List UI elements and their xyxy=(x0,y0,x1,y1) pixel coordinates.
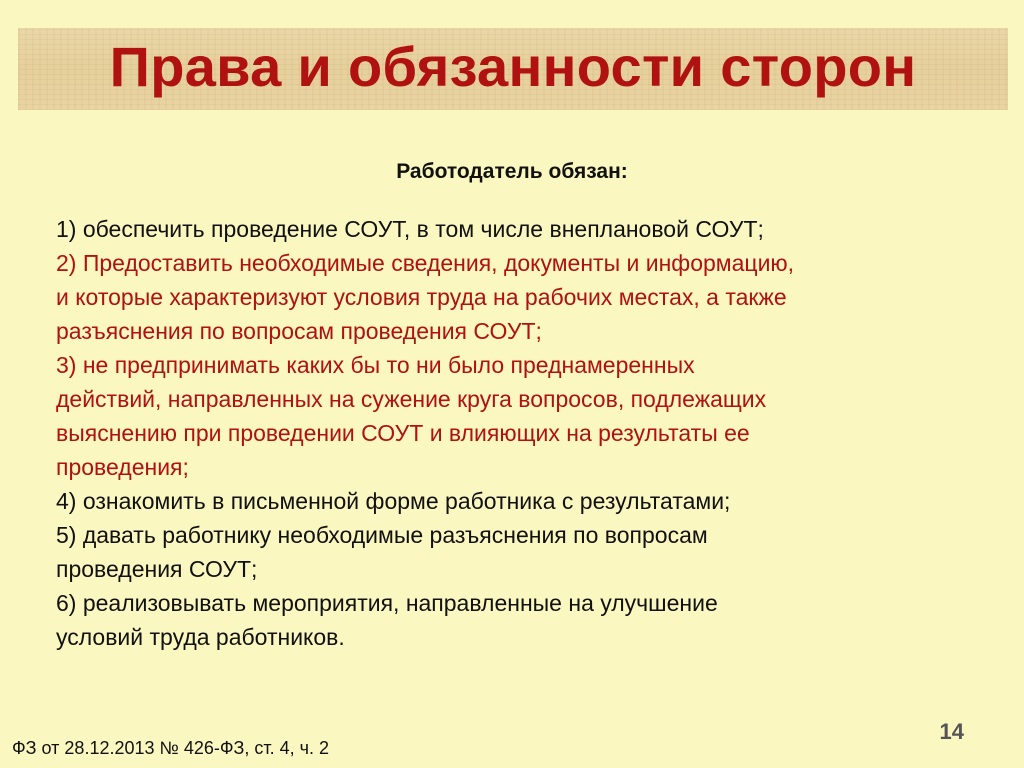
obligation-line: действий, направленных на сужение круга вопросов, подлежащих xyxy=(56,386,767,412)
obligation-line: 6) реализовывать мероприятия, направленные на улучшение xyxy=(56,590,718,616)
obligation-item-2 xyxy=(56,246,996,348)
obligation-line: условий труда работников. xyxy=(56,624,345,650)
obligation-line: 4) ознакомить в письменной форме работника с результатами; xyxy=(56,488,731,514)
obligation-item-4 xyxy=(56,484,996,518)
title-banner xyxy=(18,28,1008,110)
obligation-item-1 xyxy=(56,212,996,246)
obligation-line: 3) не предпринимать каких бы то ни было преднамеренных xyxy=(56,352,695,378)
obligation-line: 1) обеспечить проведение СОУТ, в том числе внеплановой СОУТ; xyxy=(56,216,764,242)
obligations-list xyxy=(56,212,996,654)
obligation-item-5 xyxy=(56,518,996,586)
obligation-line: проведения; xyxy=(56,454,189,480)
obligation-item-3 xyxy=(56,348,996,484)
slide-subtitle: Работодатель обязан: xyxy=(396,160,628,183)
obligation-line: проведения СОУТ; xyxy=(56,556,258,582)
obligation-line: и которые характеризуют условия труда на рабочих местах, а также xyxy=(56,284,787,310)
slide-title: Права и обязанности сторон xyxy=(109,35,917,98)
obligation-line: 2) Предоставить необходимые сведения, документы и информацию, xyxy=(56,250,795,276)
page-number: 14 xyxy=(939,719,964,744)
obligation-line: разъяснения по вопросам проведения СОУТ; xyxy=(56,318,542,344)
obligation-item-6 xyxy=(56,586,996,654)
obligation-line: выяснению при проведении СОУТ и влияющих на результаты ее xyxy=(56,420,750,446)
legal-reference-footer: ФЗ от 28.12.2013 № 426-ФЗ, ст. 4, ч. 2 xyxy=(12,738,330,758)
obligation-line: 5) давать работнику необходимые разъяснения по вопросам xyxy=(56,522,708,548)
